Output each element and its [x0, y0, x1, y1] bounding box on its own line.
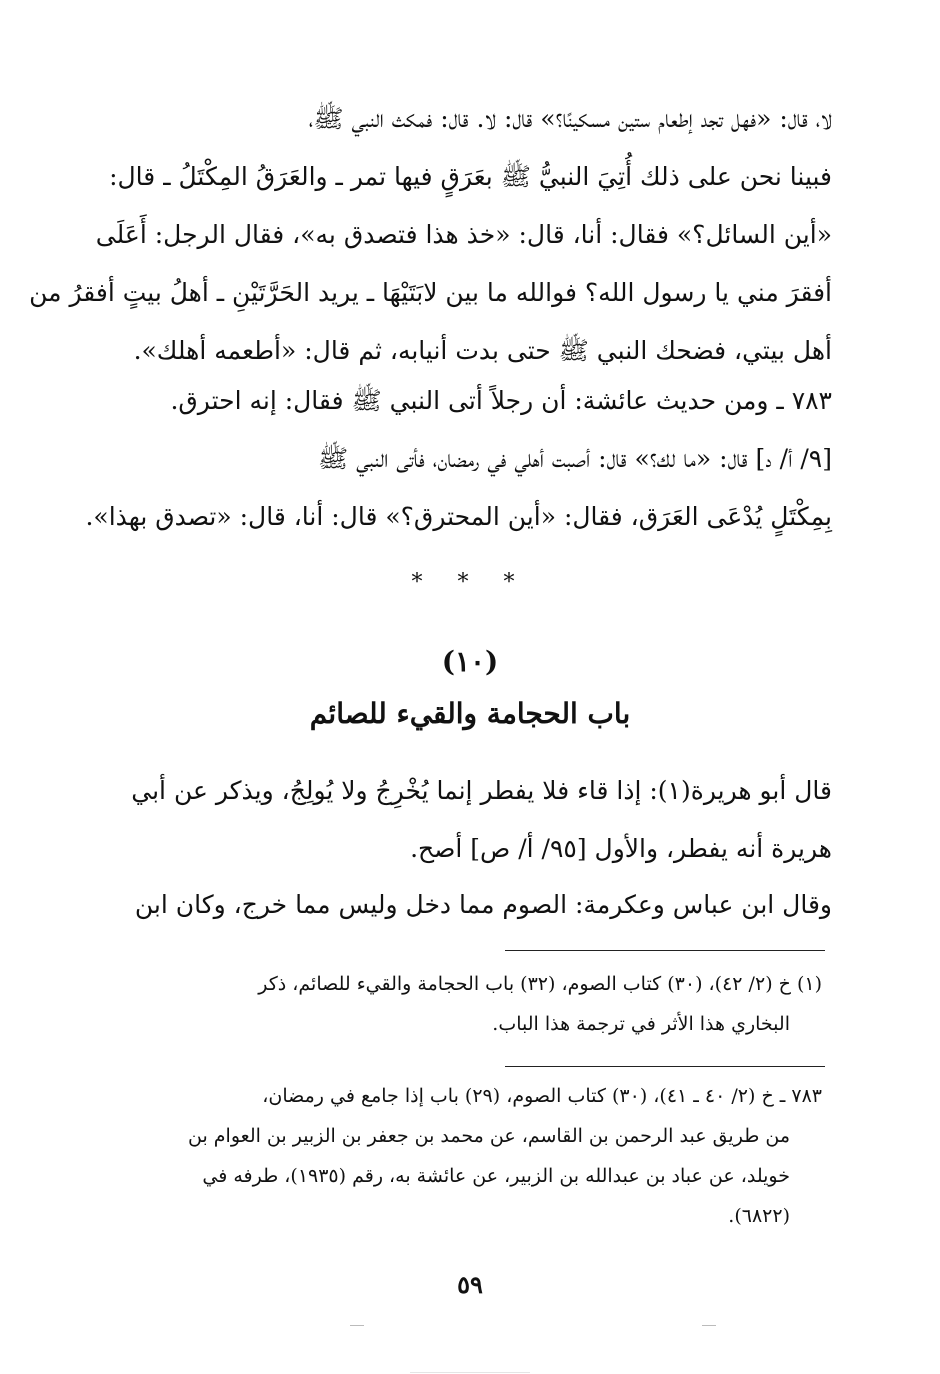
footnote-783 [110, 1076, 822, 1236]
text-line: قال أبو هريرة(١): إذا قاء فلا يفطر إنما يُخْرِجُ ولا يُولِجُ، ويذكر عن أبي [131, 776, 832, 805]
footnote-line: خويلد، عن عباد بن عبدالله بن الزبير، عن عائشة به، رقم (١٩٣٥)، طرفه في [202, 1165, 790, 1187]
footnote-1 [110, 964, 822, 1044]
text-line: بِمِكْتَلٍ يُدْعَى العَرَق، فقال: «أين المحترق؟» قال: أنا، قال: «تصدق بهذا». [85, 502, 832, 531]
footnote-line: ٧٨٣ ـ خ (٢/ ٤٠ ـ ٤١)، (٣٠) كتاب الصوم، (٢٩) باب إذا جامع في رمضان، [262, 1085, 822, 1107]
hadith-paragraph-continued [29, 90, 832, 380]
text-line: ٧٨٣ ـ ومن حديث عائشة: أن رجلاً أتى النبي ﷺ فقال: إنه احترق. [170, 386, 832, 415]
text-line: أفقرَ مني يا رسول الله؟ فوالله ما بين لابَتَيْهَا ـ يريد الحَرَّتَيْنِ ـ أهلُ بيتٍ أفقرُ من [29, 278, 832, 307]
text-line: فبينا نحن على ذلك أُتِيَ النبيُّ ﷺ بعَرَقٍ فيها تمر ـ والعَرَقُ المِكْتَلُ ـ قال: [109, 162, 832, 191]
footnote-divider [505, 1066, 825, 1067]
footnote-divider [505, 950, 825, 951]
chapter-paragraph-1 [110, 762, 832, 878]
chapter-paragraph-2 [110, 876, 832, 934]
page-number: ٥٩ [457, 1270, 483, 1299]
footnote-line: (٦٨٢٢). [728, 1205, 790, 1227]
chapter-title: باب الحجامة والقيء للصائم [309, 697, 631, 730]
text-line: «أين السائل؟» فقال: أنا، قال: «خذ هذا فتصدق به»، فقال الرجل: أَعَلَى [95, 220, 832, 249]
hadith-paragraph-783 [85, 372, 832, 546]
text-line: لا، قال: «فهل تجد إطعام ستين مسكينًا؟» قال: لا. قال: فمكث النبي ﷺ، [308, 104, 832, 133]
text-line: وقال ابن عباس وعكرمة: الصوم مما دخل وليس مما خرج، وكان ابن [134, 890, 832, 919]
scan-mark [702, 1325, 716, 1326]
scan-mark [410, 1372, 530, 1373]
footnote-line: (١) خ (٢/ ٤٢)، (٣٠) كتاب الصوم، (٣٢) باب الحجامة والقيء للصائم، ذكر [258, 973, 822, 995]
text-line: أهل بيتي، فضحك النبي ﷺ حتى بدت أنيابه، ثم قال: «أطعمه أهلك». [133, 336, 832, 365]
text-line: هريرة أنه يفطر، والأول [٩٥/ أ/ ص] أصح. [410, 834, 832, 863]
footnote-line: من طريق عبد الرحمن بن القاسم، عن محمد بن جعفر بن الزبير بن العوام بن [188, 1125, 790, 1147]
section-separator: * * * [411, 570, 529, 595]
footnote-line: البخاري هذا الأثر في ترجمة هذا الباب. [492, 1013, 790, 1035]
scan-mark [350, 1325, 364, 1326]
text-line: [٩/ أ/ د] قال: «ما لك؟» قال: أصبت أهلي في رمضان، فأتى النبي ﷺ [317, 444, 832, 473]
chapter-number: (١٠) [441, 645, 499, 678]
